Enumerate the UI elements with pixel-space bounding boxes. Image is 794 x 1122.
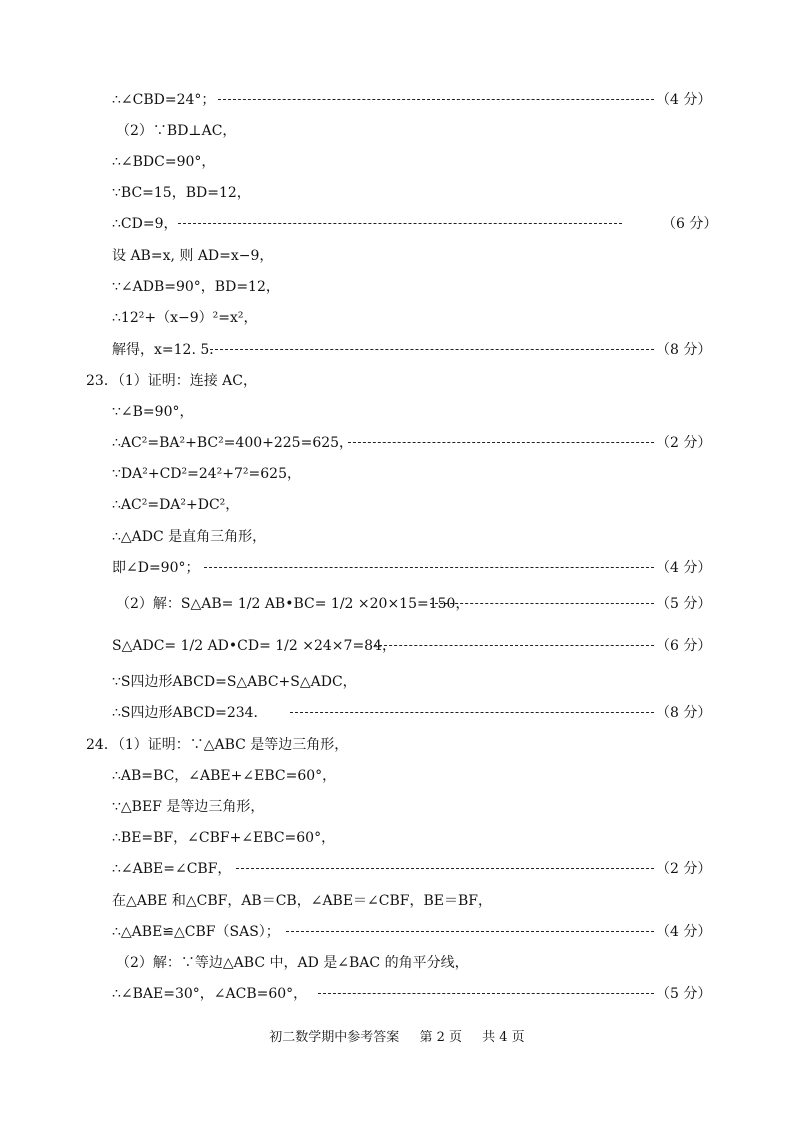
solution-line <box>0 951 794 975</box>
solution-text: ∴BE=BF，∠CBF+∠EBC=60°， <box>112 830 336 846</box>
footer-page-number: 第 2 页 <box>419 1030 462 1045</box>
solution-line <box>0 150 794 174</box>
solution-text: 23．（1）证明：连接 AC， <box>86 373 257 389</box>
solution-line <box>0 556 794 580</box>
solution-text: ∴△ADC 是直角三角形， <box>112 529 267 545</box>
solution-text: ∴AB=BC，∠ABE+∠EBC=60°， <box>112 768 337 784</box>
solution-text: ∴AC²=DA²+DC²， <box>112 497 240 513</box>
solution-line <box>0 88 794 112</box>
solution-line <box>0 493 794 517</box>
leader-dashes <box>204 567 654 568</box>
solution-text: ∴S四边形ABCD=234． <box>112 705 268 721</box>
score-points: （2 分） <box>656 861 712 877</box>
solution-line <box>0 795 794 819</box>
score-points: （5 分） <box>656 596 712 612</box>
solution-text: 在△ABE 和△CBF，AB＝CB，∠ABE＝∠CBF，BE＝BF， <box>112 893 493 909</box>
solution-line <box>0 525 794 549</box>
solution-line <box>0 982 794 1006</box>
solution-line <box>0 670 794 694</box>
solution-line <box>0 592 794 616</box>
solution-text: ∴∠CBD=24°； <box>112 92 216 108</box>
score-points: （6 分） <box>656 638 712 654</box>
score-points: （8 分） <box>656 342 712 358</box>
solution-line <box>0 764 794 788</box>
solution-line <box>0 857 794 881</box>
question-header <box>0 733 794 757</box>
solution-text: 设 AB=x, 则 AD=x−9， <box>112 248 274 264</box>
solution-text: 即∠D=90°； <box>112 560 200 576</box>
page-footer <box>0 1028 794 1048</box>
solution-line <box>0 275 794 299</box>
solution-text: ∵△BEF 是等边三角形， <box>112 799 265 815</box>
solution-text: ∵∠B=90°， <box>112 404 194 420</box>
solution-line <box>0 701 794 725</box>
leader-dashes <box>290 712 654 713</box>
question-header <box>0 369 794 393</box>
score-points: （4 分） <box>656 924 712 940</box>
solution-text: ∵BC=15，BD=12， <box>112 185 251 201</box>
solution-line <box>0 400 794 424</box>
solution-text: ∵∠ADB=90°，BD=12， <box>112 279 280 295</box>
solution-text: ∴CD=9， <box>112 216 178 232</box>
footer-total-pages: 共 4 页 <box>482 1030 525 1045</box>
solution-text: ∴∠ABE=∠CBF， <box>112 861 232 877</box>
score-points: （4 分） <box>656 92 712 108</box>
solution-line <box>0 212 794 236</box>
solution-text: ∴12²+（x−9）²=x²， <box>112 310 258 326</box>
solution-text: ∴∠BAE=30°，∠ACB=60°， <box>112 986 308 1002</box>
solution-text: ∴△ABE≌△CBF（SAS）； <box>112 924 280 940</box>
solution-line <box>0 431 794 455</box>
solution-line <box>0 889 794 913</box>
solution-line <box>0 306 794 330</box>
solution-text: ∴∠BDC=90°， <box>112 154 216 170</box>
solution-text: ∵S四边形ABCD=S△ABC+S△ADC， <box>112 674 357 690</box>
score-points: （5 分） <box>656 986 712 1002</box>
leader-dashes <box>178 223 622 224</box>
score-points: （4 分） <box>656 560 712 576</box>
leader-dashes <box>318 993 654 994</box>
solution-line <box>0 920 794 944</box>
solution-text: 24．（1）证明：∵△ABC 是等边三角形， <box>86 737 349 753</box>
leader-dashes <box>286 931 654 932</box>
solution-line <box>0 181 794 205</box>
score-points: （2 分） <box>656 435 712 451</box>
score-points: （6 分） <box>662 216 718 232</box>
solution-text: （2）解：S△AB= 1/2 AB•BC= 1/2 ×20×15=150， <box>116 596 470 612</box>
solution-text: （2）解：∵等边△ABC 中，AD 是∠BAC 的角平分线， <box>116 955 469 971</box>
solution-line <box>0 826 794 850</box>
solution-line <box>0 244 794 268</box>
leader-dashes <box>210 349 654 350</box>
solution-text: ∴AC²=BA²+BC²=400+225=625， <box>112 435 354 451</box>
solution-text: S△ADC= 1/2 AD•CD= 1/2 ×24×7=84， <box>112 638 396 654</box>
leader-dashes <box>348 442 654 443</box>
solution-text: 解得，x=12. 5． <box>112 342 224 358</box>
solution-text: ∵DA²+CD²=24²+7²=625， <box>112 466 301 482</box>
solution-line <box>0 634 794 658</box>
solution-line <box>0 338 794 362</box>
leader-dashes <box>236 868 654 869</box>
leader-dashes <box>430 603 654 604</box>
solution-line <box>0 462 794 486</box>
footer-title: 初二数学期中参考答案 <box>269 1030 400 1045</box>
score-points: （8 分） <box>656 705 712 721</box>
leader-dashes <box>374 645 654 646</box>
solution-text: （2）∵BD⊥AC， <box>116 123 237 139</box>
solution-line <box>0 119 794 143</box>
leader-dashes <box>218 99 654 100</box>
